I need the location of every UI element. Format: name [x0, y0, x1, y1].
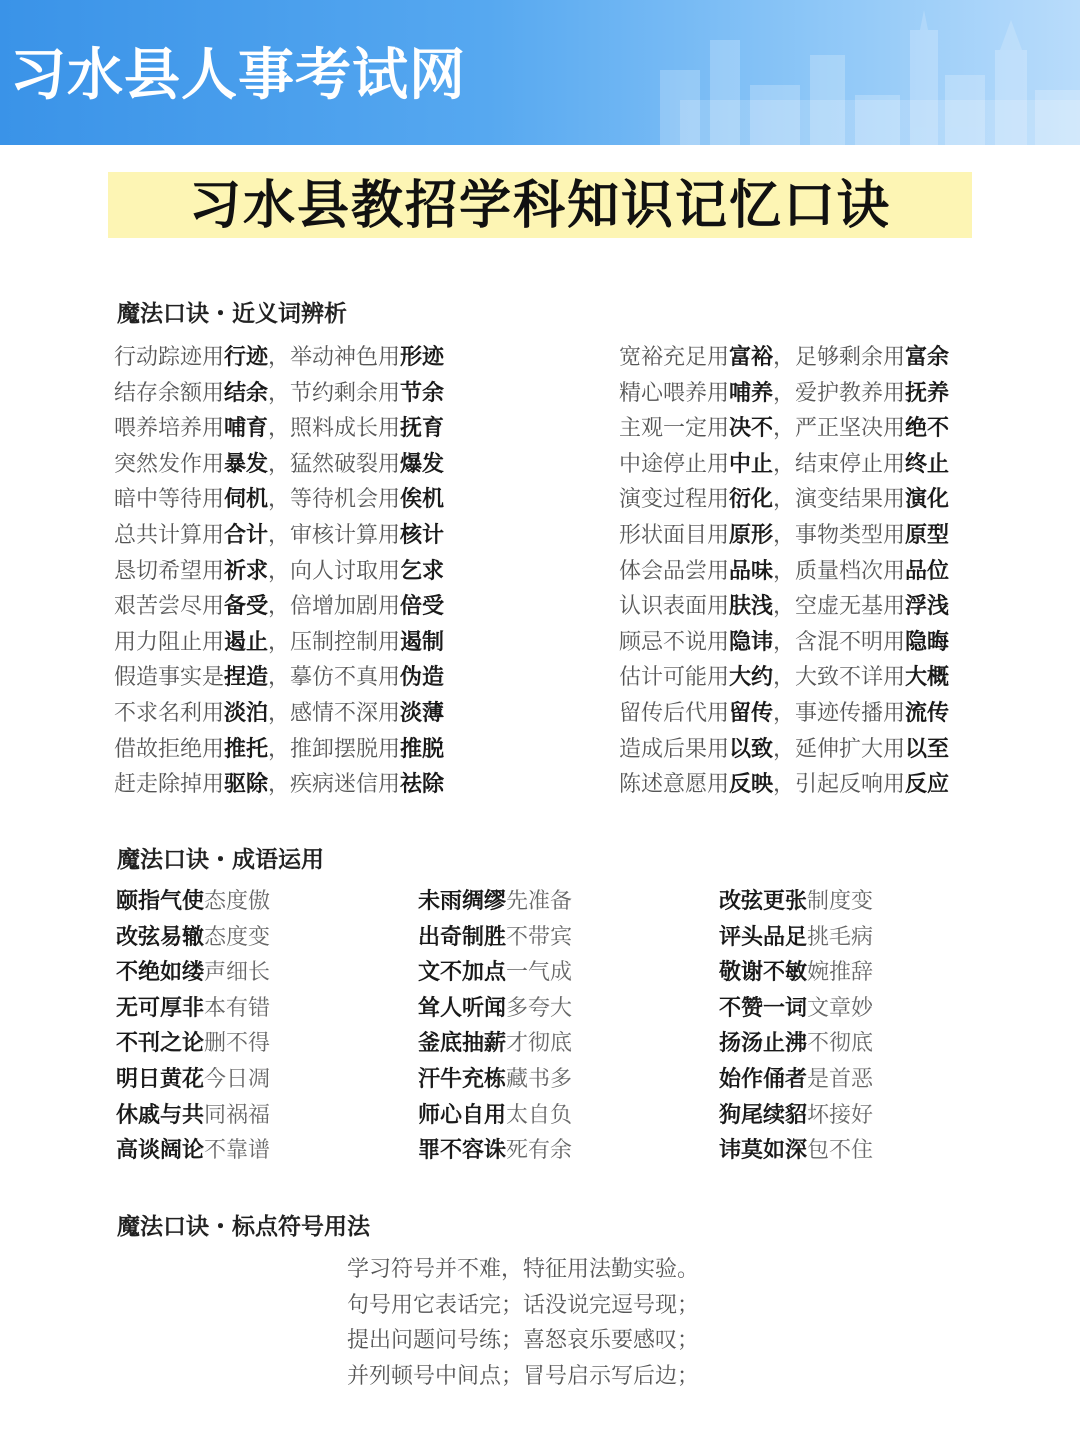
- synonym-word: 捏造: [224, 665, 269, 691]
- synonym-meaning: 赶走除掉用: [114, 772, 225, 798]
- idiom-phrase: 不赞一词: [719, 995, 808, 1021]
- synonym-meaning: ，审核计算用: [268, 522, 401, 548]
- synonym-word: 推托: [224, 736, 269, 762]
- synonym-line: [619, 376, 949, 412]
- synonym-meaning: 喂养培养用: [114, 416, 225, 442]
- synonym-word: 富余: [905, 345, 950, 370]
- synonym-meaning: ，引起反响用: [773, 772, 906, 798]
- synonym-meaning: 结存余额用: [114, 380, 225, 406]
- idiom-line: [719, 1133, 873, 1169]
- synonym-word: 伪造: [400, 665, 445, 691]
- section-heading-punctuation: 魔法口诀・标点符号用法: [117, 1214, 370, 1240]
- idiom-phrase: 出奇制胜: [418, 924, 507, 950]
- synonym-word: 以至: [905, 736, 950, 762]
- synonym-line: [619, 482, 949, 518]
- idiom-hint: 婉推辞: [807, 960, 874, 986]
- idiom-phrase: 罪不容诛: [418, 1138, 507, 1164]
- synonym-word: 淡薄: [400, 700, 445, 726]
- idiom-phrase: 狗尾续貂: [719, 1102, 808, 1128]
- synonym-word: 哺育: [224, 416, 269, 442]
- synonym-meaning: ，疾病迷信用: [268, 772, 401, 798]
- synonym-word: 暴发: [224, 451, 269, 477]
- synonym-line: [619, 447, 949, 483]
- synonym-meaning: 精心喂养用: [619, 380, 730, 406]
- punctuation-line: 提出问题问号练；喜怒哀乐要感叹；: [347, 1328, 700, 1353]
- idiom-hint: 本有错: [204, 995, 271, 1021]
- idiom-line: [418, 955, 572, 991]
- synonyms-left-column: [114, 340, 444, 803]
- synonym-meaning: ，事物类型用: [773, 522, 906, 548]
- synonym-meaning: ，严正坚决用: [773, 416, 906, 442]
- synonym-meaning: ，质量档次用: [773, 558, 906, 584]
- idiom-line: [116, 920, 270, 956]
- synonym-meaning: 中途停止用: [619, 451, 730, 477]
- idiom-line: [116, 1133, 270, 1169]
- idiom-hint: 制度变: [807, 889, 874, 914]
- idiom-line: [116, 1062, 270, 1098]
- synonym-line: [619, 767, 949, 803]
- idiom-hint: 多夸大: [506, 995, 573, 1021]
- idiom-hint: 藏书多: [506, 1066, 573, 1092]
- synonym-line: [619, 625, 949, 661]
- punctuation-line: 句号用它表话完；话没说完逗号现；: [347, 1292, 700, 1318]
- synonym-meaning: ，延伸扩大用: [773, 736, 906, 762]
- synonym-line: [114, 411, 444, 447]
- synonym-meaning: ，空虚无基用: [773, 594, 906, 620]
- idiom-line: [719, 1098, 873, 1134]
- synonym-meaning: ，举动神色用: [268, 345, 401, 370]
- synonym-meaning: 暗中等待用: [114, 487, 225, 513]
- synonym-word: 伺机: [224, 487, 269, 513]
- header-banner: [0, 0, 1080, 145]
- synonym-meaning: ，足够剩余用: [773, 345, 906, 370]
- synonym-meaning: ，事迹传播用: [773, 700, 906, 726]
- idiom-line: [116, 991, 270, 1027]
- synonym-word: 抚养: [905, 380, 950, 406]
- title-highlight: [108, 172, 972, 238]
- idiom-line: [418, 991, 572, 1027]
- site-name: 习水县人事考试网: [10, 43, 466, 108]
- synonym-line: [619, 554, 949, 590]
- idiom-line: [719, 1026, 873, 1062]
- synonym-word: 终止: [905, 451, 950, 477]
- synonym-line: [619, 696, 949, 732]
- synonym-line: [619, 411, 949, 447]
- synonym-line: [619, 518, 949, 554]
- synonym-meaning: 艰苦尝尽用: [114, 594, 225, 620]
- idiom-hint: 不带宾: [506, 924, 573, 950]
- synonym-line: [114, 518, 444, 554]
- idiom-hint: 坏接好: [807, 1102, 874, 1128]
- synonym-meaning: 恳切希望用: [114, 558, 225, 584]
- section-heading-idioms: 魔法口诀・成语运用: [117, 847, 324, 873]
- synonym-word: 反映: [729, 772, 774, 798]
- synonym-word: 祈求: [224, 558, 269, 584]
- synonym-word: 原型: [905, 522, 950, 548]
- synonym-meaning: ，演变结果用: [773, 487, 906, 513]
- synonym-meaning: ，等待机会用: [268, 487, 401, 513]
- synonym-meaning: 不求名利用: [114, 700, 225, 726]
- idiom-hint: 删不得: [204, 1031, 271, 1057]
- idioms-column-2: [418, 884, 572, 1169]
- idiom-hint: 才彻底: [506, 1031, 573, 1057]
- idiom-line: [116, 1098, 270, 1134]
- synonym-word: 隐晦: [905, 629, 950, 655]
- synonym-word: 中止: [729, 451, 774, 477]
- idiom-hint: 不靠谱: [204, 1138, 271, 1164]
- synonym-meaning: 体会品尝用: [619, 558, 730, 584]
- synonym-meaning: ，推卸摆脱用: [268, 736, 401, 762]
- synonym-word: 大约: [729, 665, 774, 691]
- idiom-phrase: 讳莫如深: [719, 1138, 808, 1164]
- synonym-line: [619, 589, 949, 625]
- synonym-line: [114, 625, 444, 661]
- idiom-hint: 文章妙: [807, 995, 874, 1021]
- synonym-word: 行迹: [224, 345, 269, 370]
- synonym-word: 合计: [224, 522, 269, 548]
- synonym-meaning: 留传后代用: [619, 700, 730, 726]
- idiom-phrase: 改弦更张: [719, 889, 808, 914]
- synonym-line: [114, 554, 444, 590]
- idiom-hint: 今日凋: [204, 1066, 271, 1092]
- synonym-word: 祛除: [400, 772, 445, 798]
- synonym-meaning: ，摹仿不真用: [268, 665, 401, 691]
- synonym-word: 演化: [905, 487, 950, 513]
- synonym-word: 流传: [905, 700, 950, 726]
- synonym-meaning: 行动踪迹用: [114, 345, 225, 370]
- synonym-word: 肤浅: [729, 594, 774, 620]
- idiom-line: [116, 1026, 270, 1062]
- idiom-line: [719, 920, 873, 956]
- synonym-word: 原形: [729, 522, 774, 548]
- synonym-meaning: ，大致不详用: [773, 665, 906, 691]
- idiom-phrase: 扬汤止沸: [719, 1031, 808, 1057]
- synonym-meaning: ，感情不深用: [268, 700, 401, 726]
- synonym-line: [114, 447, 444, 483]
- idiom-line: [719, 1062, 873, 1098]
- city-skyline-illustration: [620, 0, 1080, 145]
- synonym-meaning: 陈述意愿用: [619, 772, 730, 798]
- idiom-phrase: 无可厚非: [116, 995, 205, 1021]
- idiom-hint: 太自负: [506, 1102, 573, 1128]
- idiom-phrase: 釜底抽薪: [418, 1031, 507, 1057]
- synonym-meaning: ，猛然破裂用: [268, 451, 401, 477]
- synonym-word: 乞求: [400, 558, 445, 584]
- synonym-meaning: 演变过程用: [619, 487, 730, 513]
- idiom-phrase: 评头品足: [719, 924, 808, 950]
- idiom-phrase: 汗牛充栋: [418, 1066, 507, 1092]
- idiom-phrase: 未雨绸缪: [418, 889, 507, 914]
- synonym-line: [114, 376, 444, 412]
- synonym-meaning: 估计可能用: [619, 665, 730, 691]
- idiom-phrase: 休戚与共: [116, 1102, 205, 1128]
- synonym-line: [114, 589, 444, 625]
- synonym-line: [114, 660, 444, 696]
- idiom-phrase: 始作俑者: [719, 1066, 808, 1092]
- idiom-phrase: 明日黄花: [116, 1066, 205, 1092]
- idiom-line: [719, 955, 873, 991]
- synonym-meaning: ，爱护教养用: [773, 380, 906, 406]
- synonym-word: 抚育: [400, 416, 445, 442]
- synonym-word: 形迹: [400, 345, 445, 370]
- synonym-line: [114, 482, 444, 518]
- synonym-meaning: 用力阻止用: [114, 629, 225, 655]
- idiom-hint: 不彻底: [807, 1031, 874, 1057]
- synonym-meaning: 认识表面用: [619, 594, 730, 620]
- synonym-word: 爆发: [400, 451, 445, 477]
- synonym-meaning: 主观一定用: [619, 416, 730, 442]
- synonym-meaning: ，照料成长用: [268, 416, 401, 442]
- idiom-phrase: 改弦易辙: [116, 924, 205, 950]
- idiom-hint: 先准备: [506, 889, 573, 914]
- idiom-line: [116, 884, 270, 920]
- synonym-word: 大概: [905, 665, 950, 691]
- idiom-phrase: 不刊之论: [116, 1031, 205, 1057]
- idiom-phrase: 耸人听闻: [418, 995, 507, 1021]
- idiom-phrase: 颐指气使: [116, 889, 205, 914]
- idiom-hint: 一气成: [506, 960, 573, 986]
- synonym-word: 备受: [224, 594, 269, 620]
- idiom-line: [418, 1098, 572, 1134]
- synonym-word: 节余: [400, 380, 445, 406]
- section-heading-synonyms: 魔法口诀・近义词辨析: [117, 301, 347, 327]
- synonyms-right-column: [619, 340, 949, 803]
- synonym-word: 以致: [729, 736, 774, 762]
- idiom-phrase: 文不加点: [418, 960, 507, 986]
- synonym-meaning: ，含混不明用: [773, 629, 906, 655]
- synonym-meaning: 借故拒绝用: [114, 736, 225, 762]
- idiom-hint: 态度变: [204, 924, 271, 950]
- synonym-word: 俟机: [400, 487, 445, 513]
- idiom-hint: 态度傲: [204, 889, 271, 914]
- idiom-line: [418, 920, 572, 956]
- synonym-word: 遏止: [224, 629, 269, 655]
- synonym-word: 遏制: [400, 629, 445, 655]
- idiom-line: [418, 1026, 572, 1062]
- synonym-word: 绝不: [905, 416, 950, 442]
- synonym-word: 富裕: [729, 345, 774, 370]
- synonym-word: 核计: [400, 522, 445, 548]
- idiom-phrase: 高谈阔论: [116, 1138, 205, 1164]
- idiom-line: [719, 991, 873, 1027]
- idiom-hint: 声细长: [204, 960, 271, 986]
- idiom-phrase: 师心自用: [418, 1102, 507, 1128]
- idiom-line: [116, 955, 270, 991]
- synonym-word: 推脱: [400, 736, 445, 762]
- synonym-line: [619, 660, 949, 696]
- synonym-word: 驱除: [224, 772, 269, 798]
- synonym-meaning: 造成后果用: [619, 736, 730, 762]
- idiom-line: [418, 1133, 572, 1169]
- synonym-word: 倍受: [400, 594, 445, 620]
- synonym-meaning: 顾忌不说用: [619, 629, 730, 655]
- synonym-meaning: 突然发作用: [114, 451, 225, 477]
- idiom-hint: 包不住: [807, 1138, 874, 1164]
- synonym-meaning: 假造事实是: [114, 665, 225, 691]
- idiom-line: [418, 1062, 572, 1098]
- synonym-line: [114, 732, 444, 768]
- synonym-meaning: 形状面目用: [619, 522, 730, 548]
- idiom-hint: 是首恶: [807, 1066, 874, 1092]
- punctuation-line: 学习符号并不难，特征用法勤实验。: [347, 1257, 700, 1282]
- synonym-word: 衍化: [729, 487, 774, 513]
- synonym-meaning: ，倍增加剧用: [268, 594, 401, 620]
- idioms-column-1: [116, 884, 270, 1169]
- synonym-word: 反应: [905, 772, 950, 798]
- synonym-meaning: 总共计算用: [114, 522, 225, 548]
- synonym-line: [114, 767, 444, 803]
- idiom-line: [719, 884, 873, 920]
- synonym-word: 品味: [729, 558, 774, 584]
- synonym-line: [619, 732, 949, 768]
- synonym-line: [619, 340, 949, 376]
- synonym-word: 哺养: [729, 380, 774, 406]
- idioms-column-3: [719, 884, 873, 1169]
- synonym-meaning: 宽裕充足用: [619, 345, 730, 370]
- punctuation-verse: [347, 1252, 699, 1394]
- idiom-hint: 同祸福: [204, 1102, 271, 1128]
- synonym-meaning: ，结束停止用: [773, 451, 906, 477]
- idiom-hint: 死有余: [506, 1138, 573, 1164]
- synonym-meaning: ，压制控制用: [268, 629, 401, 655]
- synonym-meaning: ，节约剩余用: [268, 380, 401, 406]
- punctuation-line: 并列顿号中间点；冒号启示写后边；: [347, 1363, 700, 1389]
- idiom-phrase: 不绝如缕: [116, 960, 205, 986]
- synonym-word: 隐讳: [729, 629, 774, 655]
- synonym-word: 浮浅: [905, 594, 950, 620]
- synonym-word: 品位: [905, 558, 950, 584]
- synonym-word: 留传: [729, 700, 774, 726]
- page-title: 习水县教招学科知识记忆口诀: [188, 176, 891, 236]
- synonym-meaning: ，向人讨取用: [268, 558, 401, 584]
- synonym-line: [114, 696, 444, 732]
- synonym-line: [114, 340, 444, 376]
- idiom-hint: 挑毛病: [807, 924, 874, 950]
- idiom-line: [418, 884, 572, 920]
- synonym-word: 结余: [224, 380, 269, 406]
- idiom-phrase: 敬谢不敏: [719, 960, 808, 986]
- synonym-word: 决不: [729, 416, 774, 442]
- synonym-word: 淡泊: [224, 700, 269, 726]
